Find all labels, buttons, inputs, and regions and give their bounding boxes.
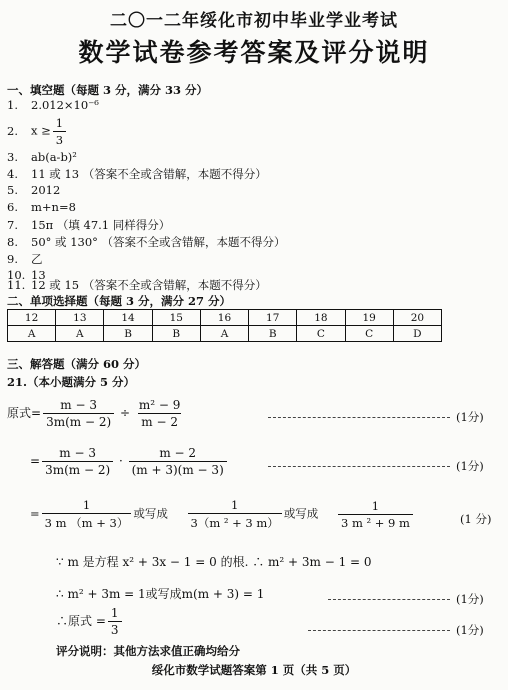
question-number: 15 bbox=[152, 310, 200, 326]
answer-6 bbox=[7, 200, 76, 214]
section3-heading: 三、解答题（满分 60 分） bbox=[7, 357, 147, 371]
question-number: 16 bbox=[200, 310, 248, 326]
score-mark: (1分) bbox=[456, 623, 484, 637]
fraction-numerator: 1 bbox=[82, 498, 91, 512]
table-row-numbers bbox=[8, 310, 442, 326]
fraction bbox=[108, 606, 122, 637]
score-mark: (1分) bbox=[456, 592, 484, 606]
fraction bbox=[53, 116, 66, 147]
choice-answer: C bbox=[297, 326, 345, 342]
question-number: 19 bbox=[345, 310, 393, 326]
question-number: 20 bbox=[393, 310, 441, 326]
expression-label: = bbox=[30, 454, 41, 468]
answer-number: 2. bbox=[7, 123, 18, 138]
answer-number: 11. bbox=[7, 278, 26, 292]
answer-number: 9. bbox=[7, 252, 18, 266]
answer-8 bbox=[7, 234, 286, 250]
answer-text: x ≥ bbox=[31, 123, 51, 138]
answer-7 bbox=[7, 217, 170, 233]
answer-9 bbox=[7, 251, 43, 267]
answer-5 bbox=[7, 183, 60, 197]
dashed-leader bbox=[308, 630, 450, 631]
fraction-denominator: 3 m （m + 3） bbox=[42, 513, 132, 531]
answer-number: 8. bbox=[7, 235, 18, 249]
answer-text: 乙 bbox=[31, 252, 43, 266]
fraction bbox=[338, 499, 413, 530]
scoring-note: 评分说明：其他方法求值正确均给分 bbox=[56, 644, 240, 658]
solution-line-6 bbox=[56, 606, 124, 637]
score-mark: (1分) bbox=[456, 410, 484, 424]
fraction-denominator: 3（m ² + 3 m） bbox=[188, 513, 282, 531]
expression-label: 原式= bbox=[7, 406, 42, 420]
answer-text: 11 或 13 （答案不全或含错解，本题不得分） bbox=[31, 167, 267, 181]
solution-line-2 bbox=[30, 446, 229, 477]
exam-title: 二〇一二年绥化市初中毕业学业考试 bbox=[110, 11, 398, 31]
dashed-leader bbox=[268, 466, 450, 467]
fraction-numerator: 1 bbox=[371, 499, 380, 513]
answer-number: 1. bbox=[7, 98, 18, 112]
solution-line-3 bbox=[30, 498, 415, 531]
answer-text: 50° 或 130° （答案不全或含错解，本题不得分） bbox=[31, 235, 286, 249]
answer-key-title: 数学试卷参考答案及评分说明 bbox=[78, 38, 430, 67]
question-21-heading: 21.（本小题满分 5 分） bbox=[7, 375, 136, 389]
answer-number: 4. bbox=[7, 167, 18, 181]
answer-text: 12 或 15 （答案不全或含错解，本题不得分） bbox=[31, 278, 267, 292]
answer-text: m+n=8 bbox=[31, 200, 76, 214]
choice-answer-table bbox=[7, 309, 442, 342]
fraction bbox=[42, 446, 113, 477]
answer-11 bbox=[7, 277, 267, 293]
fraction-numerator: 1 bbox=[230, 498, 239, 512]
fraction-denominator: 3m(m − 2) bbox=[43, 413, 114, 429]
answer-text: 15π （填 47.1 同样得分） bbox=[31, 218, 171, 232]
fraction-numerator: 1 bbox=[55, 116, 64, 130]
choice-answer: A bbox=[56, 326, 104, 342]
expression-label: = bbox=[30, 506, 40, 521]
choice-answer: A bbox=[8, 326, 56, 342]
answer-text: 2012 bbox=[31, 183, 61, 197]
fraction-numerator: m − 3 bbox=[59, 446, 96, 460]
answer-number: 6. bbox=[7, 200, 18, 214]
answer-text: ab(a-b)² bbox=[31, 150, 77, 164]
expression-label: ∴原式 = bbox=[56, 614, 106, 628]
choice-answer: A bbox=[200, 326, 248, 342]
section2-heading: 二、单项选择题（每题 3 分，满分 27 分） bbox=[7, 294, 232, 308]
page-footer: 绥化市数学试题答案第 1 页（共 5 页） bbox=[151, 663, 357, 677]
choice-answer: D bbox=[393, 326, 441, 342]
question-number: 14 bbox=[104, 310, 152, 326]
dashed-leader bbox=[268, 417, 450, 418]
dashed-leader bbox=[328, 599, 450, 600]
operator: ÷ bbox=[119, 406, 131, 420]
answer-number: 5. bbox=[7, 183, 18, 197]
choice-answer: B bbox=[152, 326, 200, 342]
question-number: 13 bbox=[56, 310, 104, 326]
answer-number: 3. bbox=[7, 150, 18, 164]
fraction bbox=[129, 446, 227, 477]
fraction-denominator: (m + 3)(m − 3) bbox=[129, 461, 227, 477]
choice-answer: C bbox=[345, 326, 393, 342]
fraction-numerator: 1 bbox=[110, 606, 119, 620]
fraction-numerator: m − 3 bbox=[60, 398, 97, 412]
solution-line-4: ∵ m 是方程 x² + 3x − 1 = 0 的根. ∴ m² + 3m − 1 = 0 bbox=[56, 555, 372, 569]
answer-number: 7. bbox=[7, 218, 18, 232]
table-row-answers bbox=[8, 326, 442, 342]
or-written-as: 或写成 bbox=[133, 506, 168, 521]
fraction bbox=[43, 398, 114, 429]
fraction-denominator: m − 2 bbox=[138, 413, 181, 429]
question-number: 18 bbox=[297, 310, 345, 326]
answer-1 bbox=[7, 98, 99, 112]
fraction-denominator: 3 bbox=[108, 621, 122, 637]
fraction bbox=[136, 398, 184, 429]
fraction-denominator: 3m(m − 2) bbox=[42, 461, 113, 477]
fraction-numerator: m − 2 bbox=[159, 446, 197, 460]
fraction bbox=[188, 498, 282, 531]
section1-heading: 一、填空题（每题 3 分，满分 33 分） bbox=[7, 83, 209, 97]
fraction-denominator: 3 bbox=[53, 131, 66, 147]
question-number: 12 bbox=[8, 310, 56, 326]
score-mark: (1 分) bbox=[460, 512, 492, 526]
fraction bbox=[42, 498, 132, 531]
choice-answer: B bbox=[104, 326, 152, 342]
answer-text: 2.012×10⁻⁶ bbox=[31, 98, 99, 112]
or-written-as: 或写成 bbox=[283, 506, 319, 521]
fraction-numerator: m² − 9 bbox=[138, 398, 181, 412]
operator: · bbox=[118, 454, 123, 468]
solution-line-5: ∴ m² + 3m = 1或写成m(m + 3) = 1 bbox=[56, 587, 265, 601]
score-mark: (1分) bbox=[456, 459, 484, 473]
fraction-denominator: 3 m ² + 9 m bbox=[338, 514, 413, 530]
answer-2 bbox=[7, 116, 68, 147]
answer-3 bbox=[7, 150, 77, 164]
answer-4 bbox=[7, 166, 267, 182]
question-number: 17 bbox=[249, 310, 297, 326]
answer-text: 13 bbox=[31, 268, 46, 282]
answer-number: 10. bbox=[7, 268, 26, 282]
choice-answer: B bbox=[249, 326, 297, 342]
solution-line-1 bbox=[7, 398, 185, 429]
